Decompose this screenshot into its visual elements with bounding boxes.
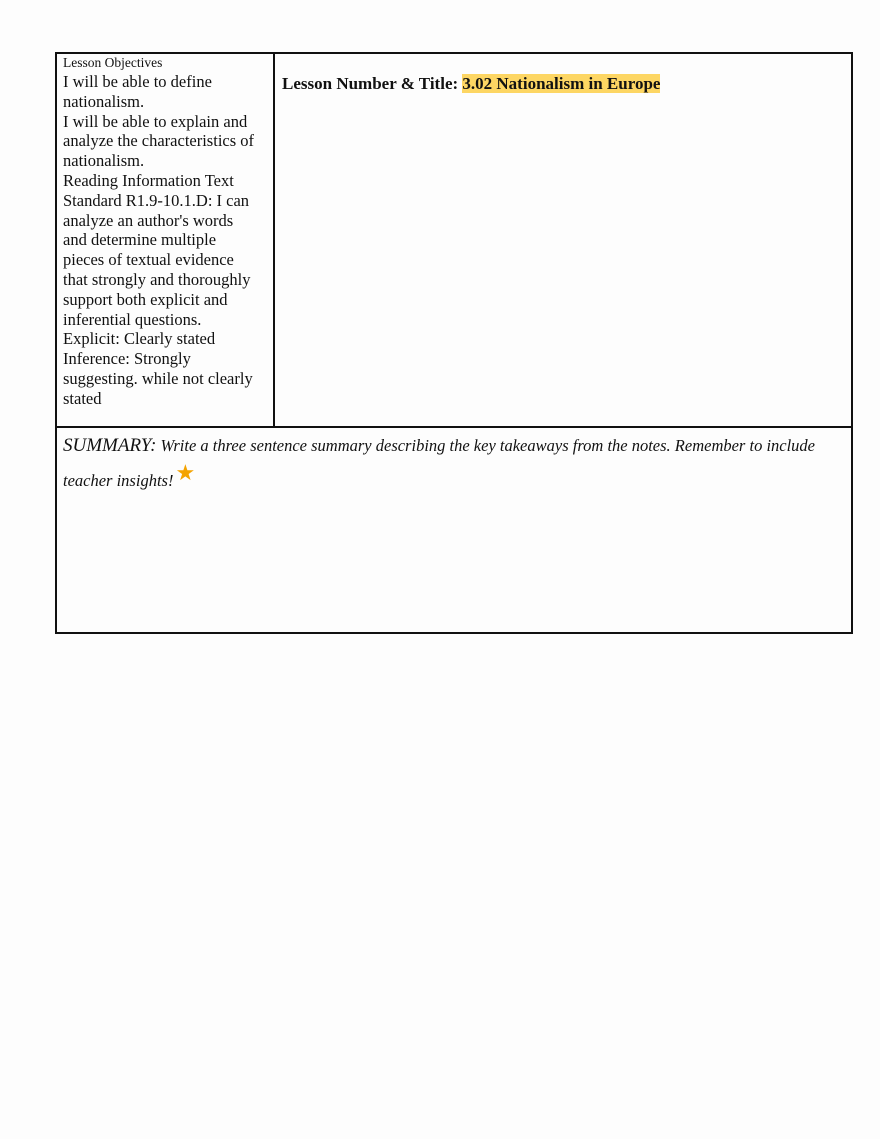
lesson-objectives-cell	[57, 54, 275, 426]
objective-line: I will be able to explain and	[63, 111, 248, 131]
objective-line: inferential questions.	[63, 309, 202, 329]
star-icon: ★	[175, 460, 196, 485]
summary-heading: SUMMARY:	[63, 435, 157, 456]
objective-line: that strongly and thoroughly	[63, 269, 251, 289]
summary-cell	[63, 429, 833, 497]
objective-line: nationalism.	[63, 91, 145, 111]
notes-table	[55, 52, 853, 634]
objective-line: analyze the characteristics of	[63, 131, 255, 151]
lesson-title-label: Lesson Number & Title:	[282, 74, 463, 93]
objective-line: support both explicit and	[63, 289, 228, 309]
objective-line: pieces of textual evidence	[63, 250, 234, 270]
objective-line: Inference: Strongly	[63, 349, 191, 369]
objective-line: Explicit: Clearly stated	[63, 329, 216, 349]
lesson-title	[282, 74, 660, 94]
objective-line: suggesting. while not clearly	[63, 368, 253, 388]
objective-line: Standard R1.9-10.1.D: I can	[63, 190, 250, 210]
objective-line: I will be able to define	[63, 72, 212, 91]
row-divider	[57, 426, 851, 428]
objective-line: and determine multiple	[63, 230, 217, 250]
objectives-text	[63, 72, 254, 409]
objective-line: nationalism.	[63, 151, 145, 171]
objective-line: Reading Information Text	[63, 170, 234, 190]
lesson-title-value: 3.02 Nationalism in Europe	[462, 74, 661, 93]
objectives-heading: Lesson Objectives	[63, 55, 163, 70]
objective-line: analyze an author's words	[63, 210, 234, 230]
summary-instructions: Write a three sentence summary describing the key takeaways from the notes. Remember to include teacher insights!	[63, 436, 816, 490]
objective-line: stated	[63, 388, 102, 408]
